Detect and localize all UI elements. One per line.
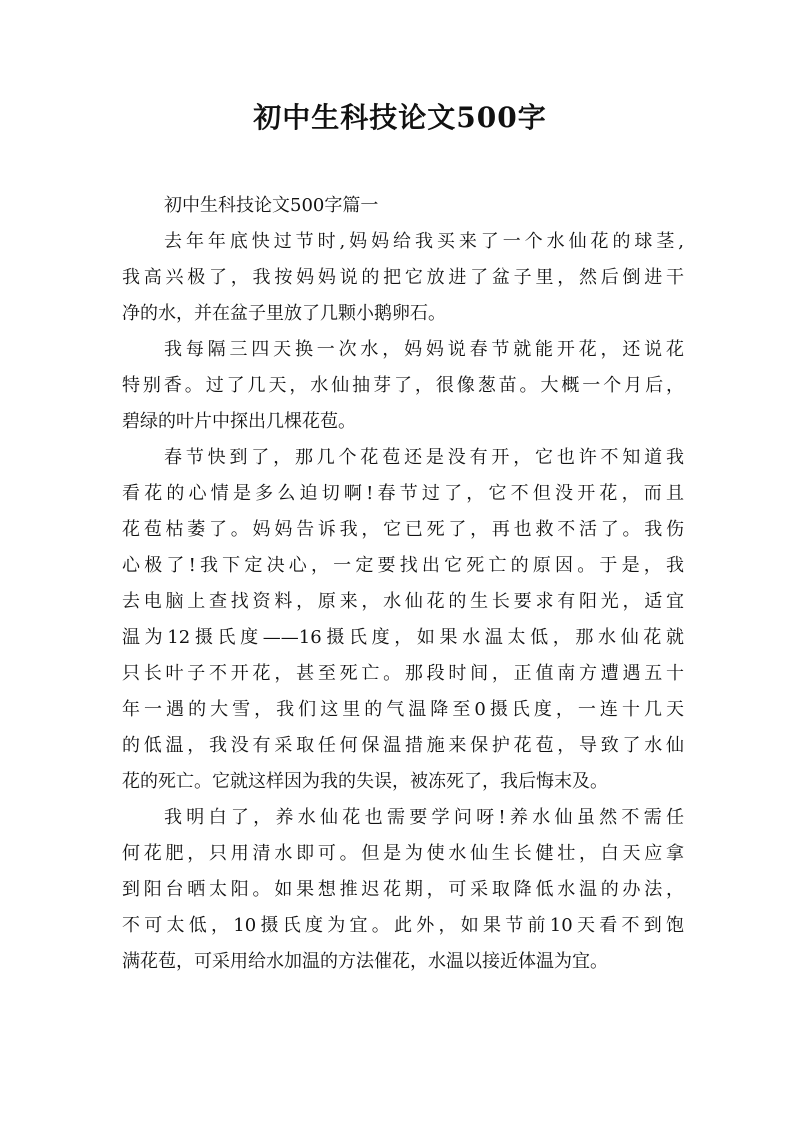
paragraph-3	[122, 440, 684, 800]
paragraph-line: 特别香。过了几天，水仙抽芽了，很像葱苗。大概一个月后，	[122, 375, 684, 396]
paragraph-line: 去电脑上查找资料，原来，水仙花的生长要求有阳光，适宜	[122, 591, 684, 612]
paragraph-line: 我高兴极了，我按妈妈说的把它放进了盆子里，然后倒进干	[122, 267, 684, 288]
paragraph-line: 不可太低，10摄氏度为宜。此外，如果节前10天看不到饱	[122, 915, 684, 936]
paragraph-line: 心极了!我下定决心，一定要找出它死亡的原因。于是，我	[122, 555, 684, 576]
document-body	[122, 188, 684, 980]
paragraph-line: 花苞枯萎了。妈妈告诉我，它已死了，再也救不活了。我伤	[122, 519, 684, 540]
paragraph-line: 花的死亡。它就这样因为我的失误，被冻死了，我后悔末及。	[122, 771, 608, 792]
paragraph-line: 何花肥，只用清水即可。但是为使水仙生长健壮，白天应拿	[122, 843, 684, 864]
paragraph-2	[122, 332, 684, 440]
paragraph-line: 只长叶子不开花，甚至死亡。那段时间，正值南方遭遇五十	[122, 663, 684, 684]
paragraph-line: 去年年底快过节时,妈妈给我买来了一个水仙花的球茎,	[164, 231, 684, 252]
paragraph-line: 净的水，并在盆子里放了几颗小鹅卵石。	[122, 303, 446, 324]
section-heading: 初中生科技论文500字篇一	[164, 195, 379, 216]
paragraph-line: 碧绿的叶片中探出几棵花苞。	[122, 411, 356, 432]
paragraph-line: 年一遇的大雪，我们这里的气温降至0摄氏度，一连十几天	[122, 699, 684, 720]
paragraph-line: 春节快到了，那几个花苞还是没有开，它也许不知道我	[164, 447, 684, 468]
paragraph-line: 看花的心情是多么迫切啊!春节过了，它不但没开花，而且	[122, 483, 684, 504]
paragraph-line: 温为12摄氏度——16摄氏度，如果水温太低，那水仙花就	[122, 627, 684, 648]
paragraph-line: 的低温，我没有采取任何保温措施来保护花苞，导致了水仙	[122, 735, 684, 756]
paragraph-line: 我明白了，养水仙花也需要学问呀!养水仙虽然不需任	[164, 807, 684, 828]
paragraph-4	[122, 800, 684, 980]
document-title: 初中生科技论文500字	[253, 101, 547, 134]
paragraph-line: 满花苞，可采用给水加温的方法催花，水温以接近体温为宜。	[122, 951, 608, 972]
paragraph-line: 到阳台晒太阳。如果想推迟花期，可采取降低水温的办法，	[122, 879, 684, 900]
paragraph-line: 我每隔三四天换一次水，妈妈说春节就能开花，还说花	[164, 339, 684, 360]
paragraph-1	[122, 224, 684, 332]
